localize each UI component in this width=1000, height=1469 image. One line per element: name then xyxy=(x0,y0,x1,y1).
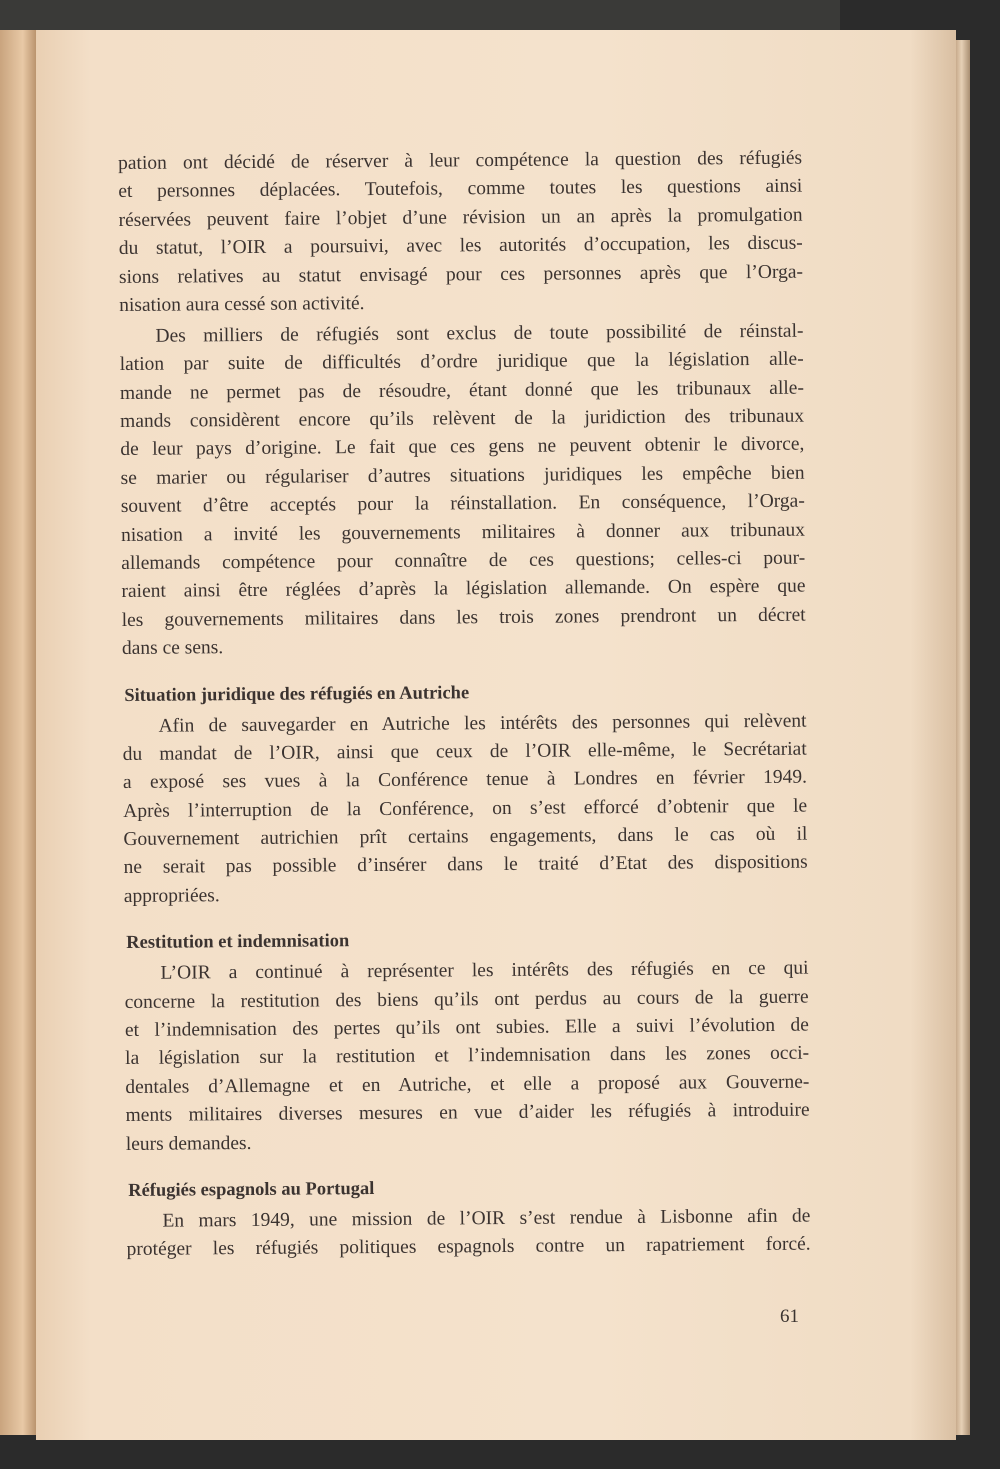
text-line: concerne la restitution des biens qu’ils ont perdus au cours de la guerre xyxy=(124,986,809,1013)
text-line: leurs demandes. xyxy=(125,1132,252,1155)
page-number: 61 xyxy=(780,1306,799,1327)
text-line: raient ainsi être réglées d’après la législation allemande. On espère que xyxy=(121,575,806,603)
section-heading: Réfugiés espagnols au Portugal xyxy=(128,1179,375,1201)
text-line: se marier ou régulariser d’autres situations juridiques les empêche bien xyxy=(120,462,805,489)
text-line: a exposé ses vues à la Conférence tenue à Londres en février 1949. xyxy=(122,766,808,794)
text-line: dans ce sens. xyxy=(121,637,224,660)
paragraph xyxy=(124,955,810,1159)
section-heading: Situation juridique des réfugiés en Autriche xyxy=(124,682,470,706)
text-line: L’OIR a continué à représenter les intérêts des réfugiés en ce qui xyxy=(160,957,809,984)
text-line: allemands compétence pour connaître de ces questions; celles-ci pour- xyxy=(121,547,806,574)
text-line: ments militaires diverses mesures en vue d’aider les réfugiés à introduire xyxy=(125,1099,810,1127)
text-line: protéger les réfugiés politiques espagnols contre un rapatriement forcé. xyxy=(126,1233,811,1261)
text-line: mands considèrent encore qu’ils relèvent de la juridiction des tribunaux xyxy=(120,405,805,433)
text-line: nisation aura cessé son activité. xyxy=(119,293,365,316)
section-heading: Restitution et indemnisation xyxy=(126,931,350,954)
text-line: Gouvernement autrichien prît certains engagements, dans le cas où il xyxy=(123,823,808,851)
text-line: et personnes déplacées. Toutefois, comme toutes les questions ainsi xyxy=(118,176,803,203)
text-line: de leur pays d’origine. Le fait que ces gens ne peuvent obtenir le divorce, xyxy=(120,434,805,461)
text-line: la législation sur la restitution et l’indemnisation dans les zones occi- xyxy=(125,1043,810,1070)
text-line: les gouvernements militaires dans les trois zones prendront un décret xyxy=(121,604,806,631)
text-line: souvent d’être acceptés pour la réinstallation. En conséquence, l’Orga- xyxy=(120,490,805,518)
text-line: dentales d’Allemagne et en Autriche, et elle a proposé aux Gouverne- xyxy=(125,1071,810,1098)
text-line: ne serait pas possible d’insérer dans le traité d’Etat des dispositions xyxy=(123,852,808,879)
page-stack-edge xyxy=(956,40,970,1435)
text-line: Des milliers de réfugiés sont exclus de toute possibilité de réinstal- xyxy=(155,320,804,347)
text-line: et l’indemnisation des pertes qu’ils ont subies. Elle a suivi l’évolution de xyxy=(124,1014,809,1042)
text-line: lation par suite de difficultés d’ordre juridique que la législation alle- xyxy=(119,348,804,376)
scanner-background xyxy=(0,0,840,32)
paragraph xyxy=(118,145,803,321)
text-line: du statut, l’OIR a poursuivi, avec les autorités d’occupation, les discus- xyxy=(118,232,803,260)
page-body xyxy=(118,145,811,1268)
previous-page-edge xyxy=(0,30,38,1435)
text-line: mande ne permet pas de résoudre, étant donné que les tribunaux alle- xyxy=(119,377,804,404)
text-line: Après l’interruption de la Conférence, on s’est efforcé d’obtenir que le xyxy=(123,795,808,822)
paragraph xyxy=(122,707,808,911)
text-line: sions relatives au statut envisagé pour ces personnes après que l’Orga- xyxy=(118,261,804,288)
paragraph xyxy=(126,1203,810,1265)
text-line: En mars 1949, une mission de l’OIR s’est rendue à Lisbonne afin de xyxy=(162,1205,811,1232)
text-line: nisation a invité les gouvernements militaires à donner aux tribunaux xyxy=(120,519,806,546)
text-line: appropriées. xyxy=(123,885,220,907)
text-line: réservées peuvent faire l’objet d’une révision un an après la promulgation xyxy=(118,204,803,231)
paragraph xyxy=(119,317,806,663)
text-line: du mandat de l’OIR, ainsi que ceux de l’OIR elle-même, le Secrétariat xyxy=(122,738,807,765)
text-line: pation ont décidé de réserver à leur compétence la question des réfugiés xyxy=(118,147,803,174)
text-line: Afin de sauvegarder en Autriche les intérêts des personnes qui relèvent xyxy=(158,710,807,737)
